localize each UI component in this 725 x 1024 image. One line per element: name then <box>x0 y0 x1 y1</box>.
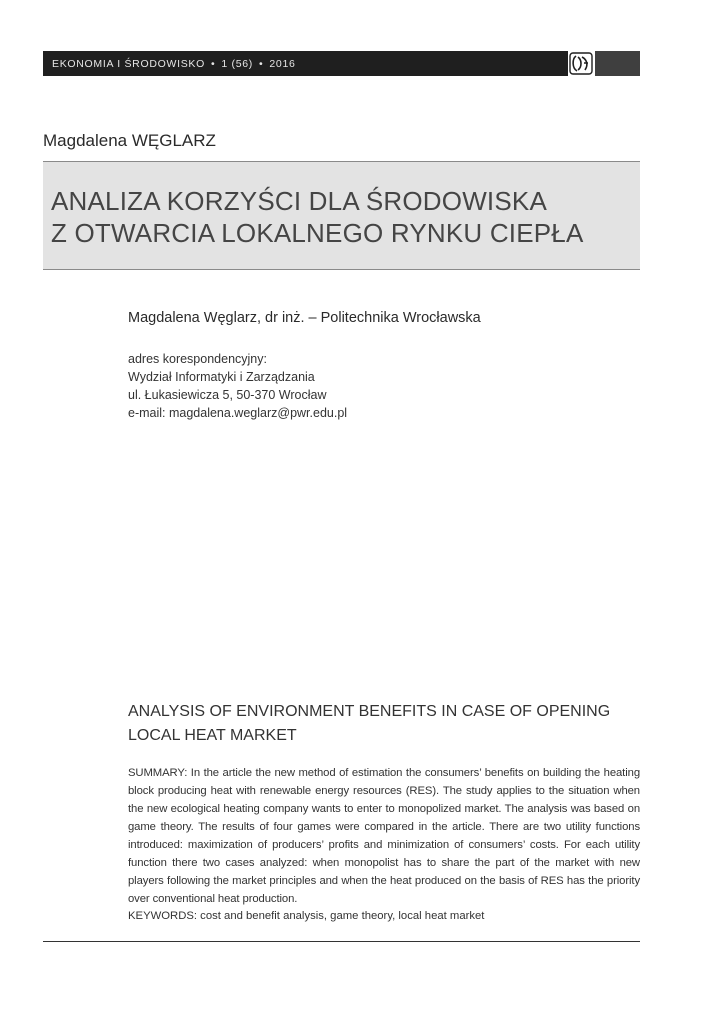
article-title-box <box>43 161 640 270</box>
title-line-2: Z OTWARCIA LOKALNEGO RYNKU CIEPŁA <box>51 218 584 248</box>
journal-logo-icon <box>568 51 594 76</box>
header-separator: • <box>210 57 216 70</box>
affiliation-details: , dr inż. – Politechnika Wrocławska <box>256 310 481 326</box>
abstract-summary: SUMMARY: In the article the new method of estimation the consumers’ benefits on building the heating block producing heat with renewable energy resources (RES). The study applies to the situation when the new ecological heating company wants to enter to monopolized market. The analysis was based on game theory. The results of four games were compared in the article. There are two utility functions introduced: maximization of producers’ profits and minimization of consumers’ costs. For each utility function there two cases analyzed: when monopolist has to share the part of the market with new players following the market principles and when the heat produced on the basis of RES has the priority over conventional heat production. <box>128 767 640 905</box>
title-line-1: ANALIZA KORZYŚCI DLA ŚRODOWISKA <box>51 186 547 216</box>
header-separator: • <box>259 57 264 70</box>
journal-year: 2016 <box>269 57 296 70</box>
correspondence-address <box>128 350 347 422</box>
english-title: ANALYSIS OF ENVIRONMENT BENEFITS IN CASE OF OPENING LOCAL HEAT MARKET <box>128 703 611 744</box>
journal-issue: 1 (56) <box>221 57 253 70</box>
address-line-2: ul. Łukasiewicza 5, 50-370 Wrocław <box>128 388 327 402</box>
header-tab <box>595 51 640 76</box>
divider <box>43 941 640 942</box>
author-name: Magdalena WĘGLARZ <box>43 131 216 150</box>
keywords: KEYWORDS: cost and benefit analysis, game theory, local heat market <box>128 910 485 922</box>
author-affiliation <box>128 310 481 326</box>
affiliation-author-name: Magdalena Węglarz <box>128 310 257 326</box>
journal-name: EKONOMIA I ŚRODOWISKO <box>52 57 205 70</box>
address-label: adres korespondencyjny: <box>128 352 267 366</box>
address-line-1: Wydział Informatyki i Zarządzania <box>128 370 315 384</box>
journal-header-bar <box>43 51 568 76</box>
address-email: e-mail: magdalena.weglarz@pwr.edu.pl <box>128 406 348 420</box>
